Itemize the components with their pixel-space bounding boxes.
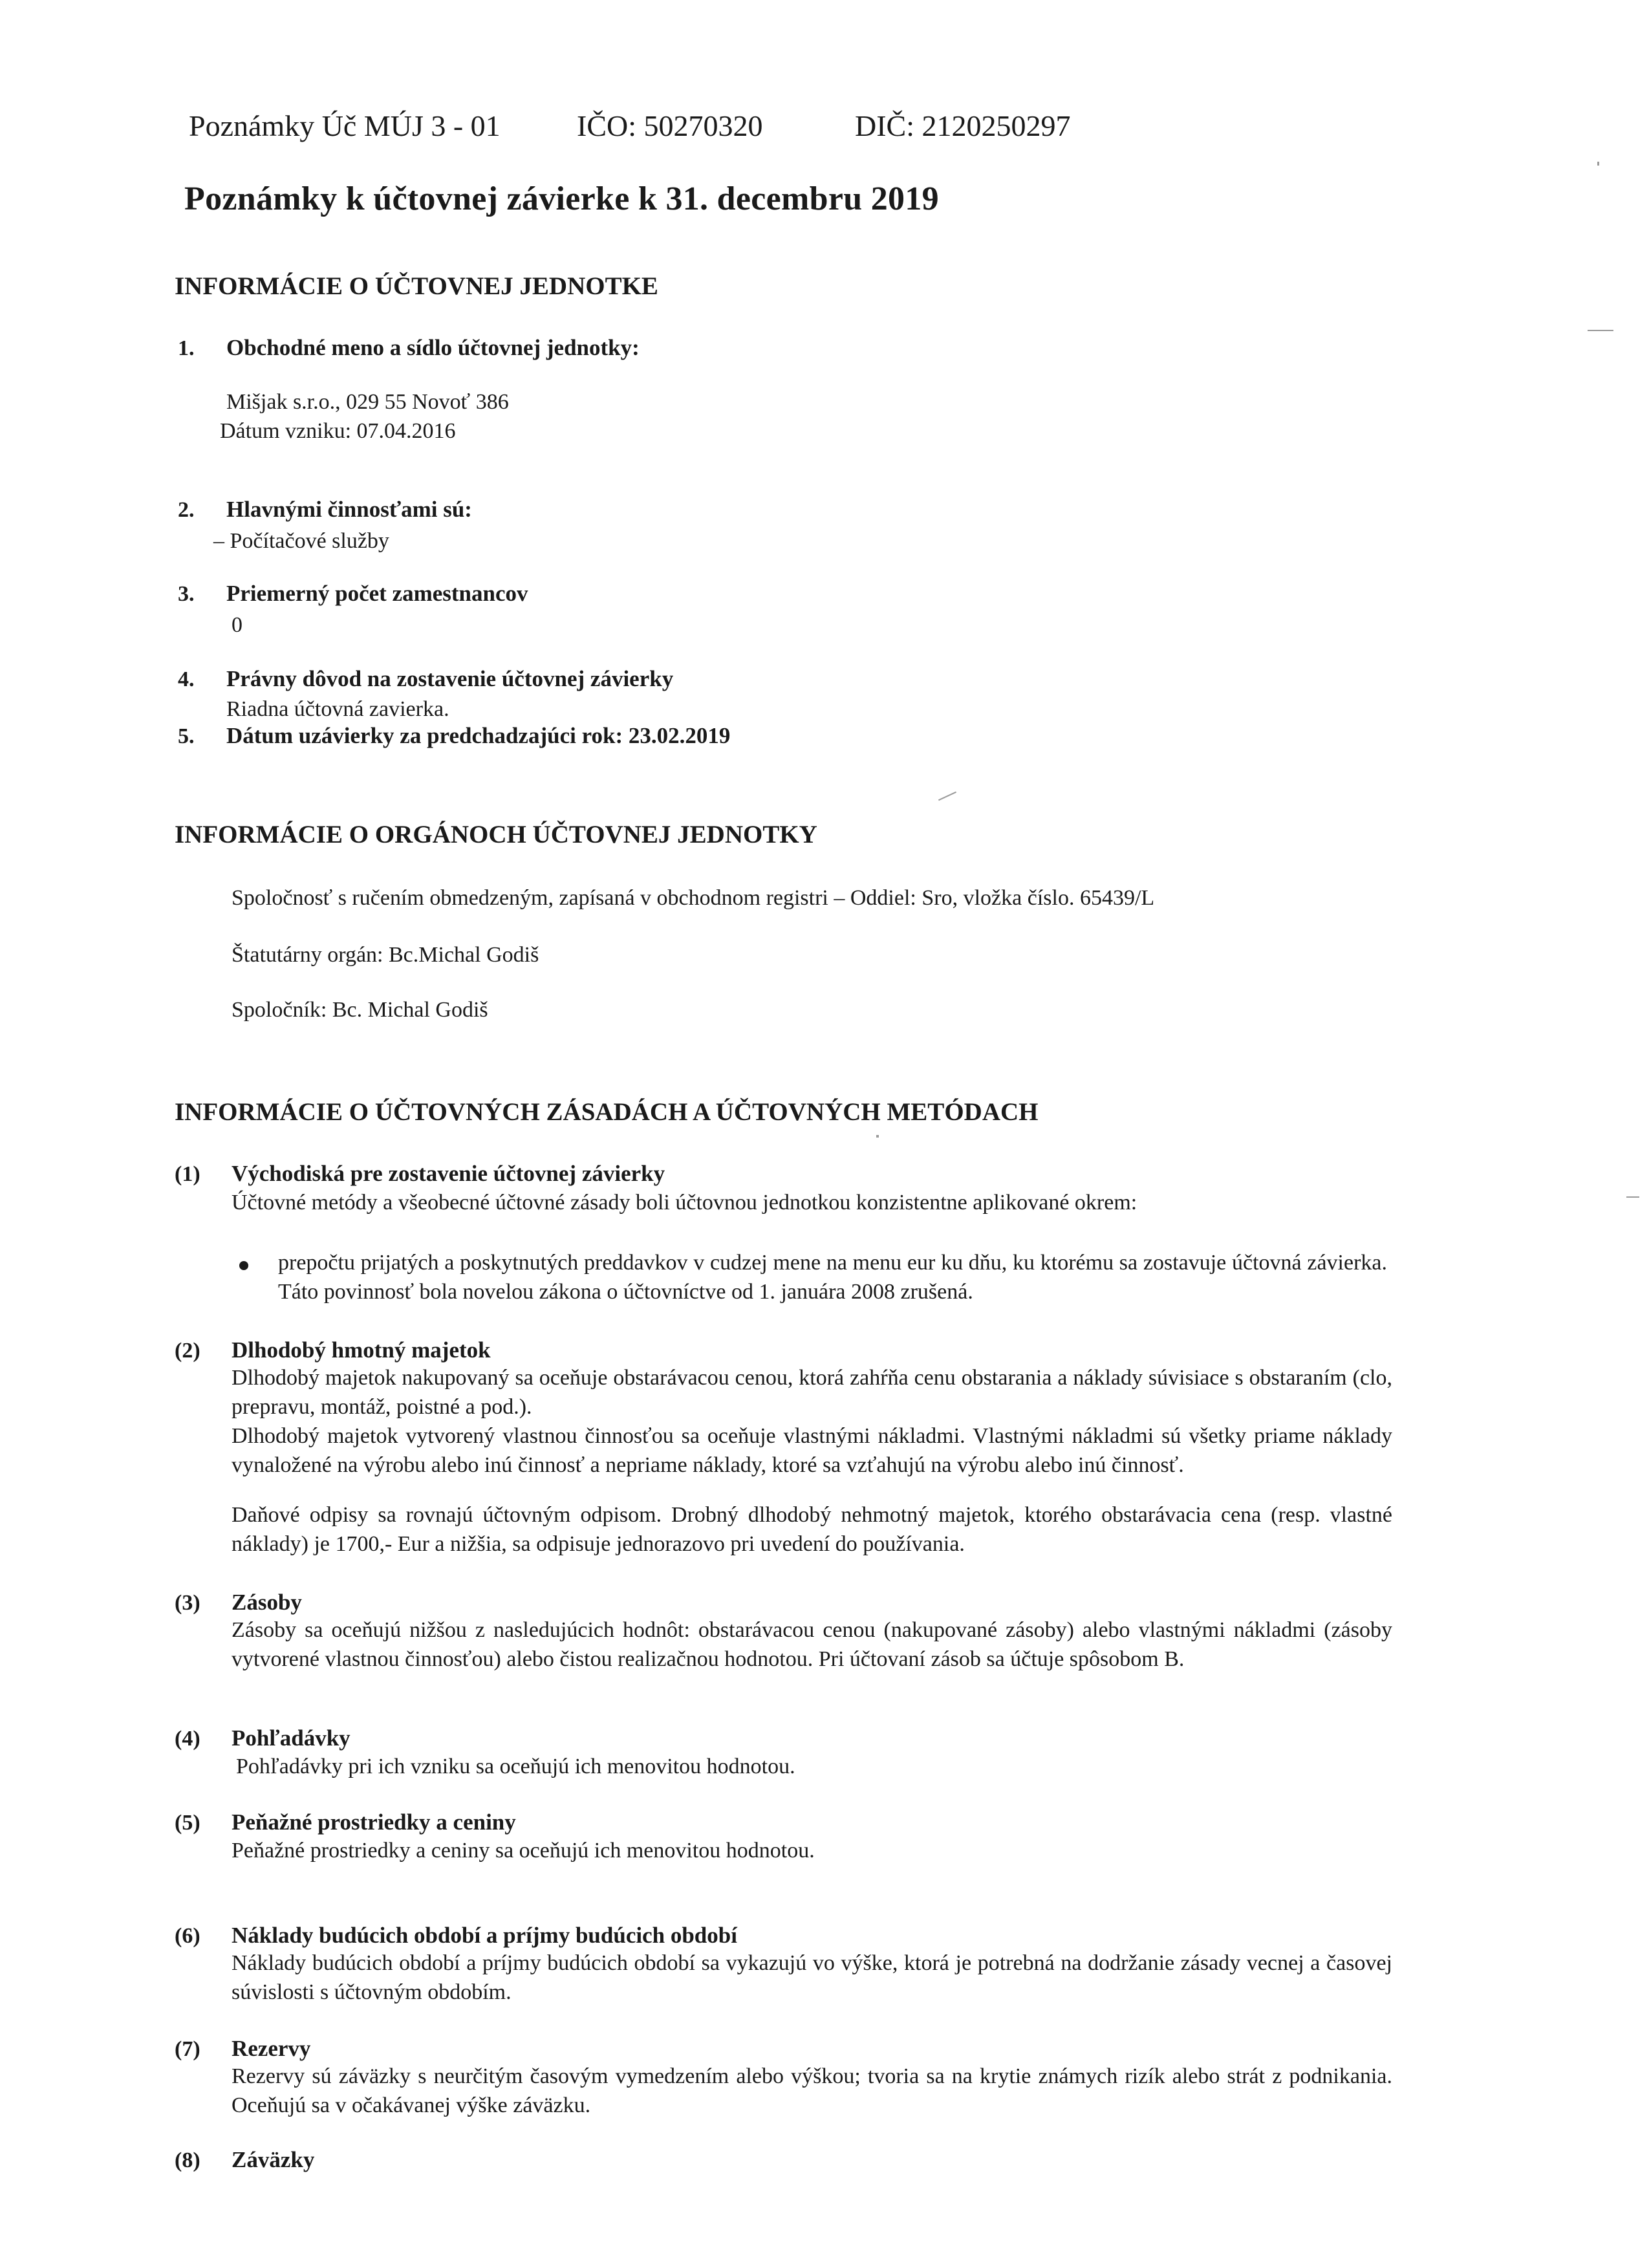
item-number: 4. (178, 667, 195, 691)
item-label: Právny dôvod na zostavenie účtovnej závierky (226, 666, 674, 691)
registration-info: Spoločnosť s ručením obmedzeným, zapísaná v obchodnom registri – Oddiel: Sro, vložka číslo. 65439/L (232, 886, 1155, 910)
item-title: Peňažné prostriedky a ceniny (232, 1809, 516, 1835)
paragraph: Náklady budúcich období a príjmy budúcich období sa vykazujú vo výške, ktorá je potrebná na dodržanie zásady vecnej a časovej súvislosti s účtovným obdobím. (232, 1951, 1392, 2004)
partner: Spoločník: Bc. Michal Godiš (232, 998, 488, 1022)
paragraph: Peňažné prostriedky a ceniny sa oceňujú ich menovitou hodnotou. (232, 1839, 815, 1863)
section-heading-principles: INFORMÁCIE O ÚČTOVNÝCH ZÁSADÁCH A ÚČTOVNÝCH METÓDACH (175, 1098, 1039, 1126)
form-code: Poznámky Úč MÚJ 3 - 01 (189, 109, 501, 142)
section-heading-entity: INFORMÁCIE O ÚČTOVNEJ JEDNOTKE (175, 272, 658, 300)
paragraph: Zásoby sa oceňujú nižšou z nasledujúcich hodnôt: obstarávacou cenou (nakupované zásoby) alebo vlastnými nákladmi (zásoby vytvorené vlastnou činnosťou) alebo čistou realizačnou hodnotou. Pri účtovaní zásob sa účtuje spôsobom B. (232, 1618, 1392, 1671)
scan-speck (876, 1135, 879, 1138)
item-number: (3) (175, 1591, 200, 1615)
item-title: Náklady budúcich období a príjmy budúcich období (232, 1923, 737, 1948)
section-heading-bodies: INFORMÁCIE O ORGÁNOCH ÚČTOVNEJ JEDNOTKY (175, 821, 817, 848)
paragraph: Rezervy sú záväzky s neurčitým časovým vymedzením alebo výškou; tvoria sa na krytie známych rizík alebo strát z podnikania. Oceňujú sa v očakávanej výške záväzku. (232, 2064, 1392, 2117)
scan-speck (1626, 1196, 1639, 1198)
statutory-body: Štatutárny orgán: Bc.Michal Godiš (232, 943, 539, 967)
previous-closing-date: Dátum uzávierky za predchadzajúci rok: 23.02.2019 (226, 723, 731, 748)
item-title: Východiská pre zostavenie účtovnej závierky (232, 1161, 665, 1186)
item-label: Obchodné meno a sídlo účtovnej jednotky: (226, 335, 640, 360)
item-title: Rezervy (232, 2036, 311, 2061)
paragraph: Pohľadávky pri ich vzniku sa oceňujú ich menovitou hodnotou. (236, 1755, 795, 1778)
scan-speck (938, 792, 956, 801)
employee-count: 0 (232, 613, 242, 637)
paragraph: Dlhodobý majetok vytvorený vlastnou činnosťou sa oceňuje vlastnými nákladmi. Vlastnými nákladmi sú všetky priame náklady vynaložené na výrobu alebo inú činnosť a nepriame náklady, ktoré sa vzťahujú na výrobu alebo inú činnosť. (232, 1424, 1392, 1477)
item-title: Pohľadávky (232, 1725, 350, 1751)
item-number: (5) (175, 1811, 200, 1835)
item-title: Zásoby (232, 1590, 302, 1615)
company-name-address: Mišjak s.r.o., 029 55 Novoť 386 (226, 390, 509, 414)
main-activity: – Počítačové služby (213, 529, 389, 553)
document-title: Poznámky k účtovnej závierke k 31. decembru 2019 (184, 180, 939, 217)
legal-reason: Riadna účtovná zavierka. (226, 697, 449, 721)
item-number: 2. (178, 498, 195, 522)
item-number: 3. (178, 582, 195, 606)
item-number: (8) (175, 2148, 200, 2172)
item-number: (7) (175, 2037, 200, 2061)
item-number: (2) (175, 1339, 200, 1363)
bullet-paragraph: prepočtu prijatých a poskytnutých preddavkov v cudzej mene na menu eur ku dňu, ku ktorému sa zostavuje účtovná závierka. Táto povinnosť bola novelou zákona o účtovníctve od 1. januára 2008 zrušená. (278, 1251, 1387, 1304)
item-number: (6) (175, 1924, 200, 1948)
item-label: Hlavnými činnosťami sú: (226, 497, 472, 522)
paragraph: Účtovné metódy a všeobecné účtovné zásady boli účtovnou jednotkou konzistentne aplikované okrem: (232, 1191, 1137, 1215)
scan-speck (1597, 162, 1599, 166)
paragraph: Dlhodobý majetok nakupovaný sa oceňuje obstarávacou cenou, ktorá zahŕňa cenu obstarania a náklady súvisiace s obstaraním (clo, prepravu, montáž, poistné a pod.). (232, 1366, 1392, 1419)
scan-speck (1588, 330, 1613, 331)
item-number: 1. (178, 336, 195, 360)
bullet-icon (239, 1261, 248, 1270)
item-number: (1) (175, 1162, 200, 1186)
item-number: 5. (178, 724, 195, 748)
item-label: Priemerný počet zamestnancov (226, 581, 528, 606)
founding-date: Dátum vzniku: 07.04.2016 (220, 419, 456, 443)
ico-number: IČO: 50270320 (577, 109, 763, 142)
item-title: Dlhodobý hmotný majetok (232, 1337, 491, 1363)
paragraph: Daňové odpisy sa rovnajú účtovným odpisom. Drobný dlhodobý nehmotný majetok, ktorého obstarávacia cena (resp. vlastné náklady) je 1700,- Eur a nižšia, sa odpisuje jednorazovo pri uvedení do používania. (232, 1503, 1392, 1556)
item-number: (4) (175, 1727, 200, 1751)
item-title: Záväzky (232, 2147, 315, 2172)
dic-number: DIČ: 2120250297 (855, 109, 1071, 142)
